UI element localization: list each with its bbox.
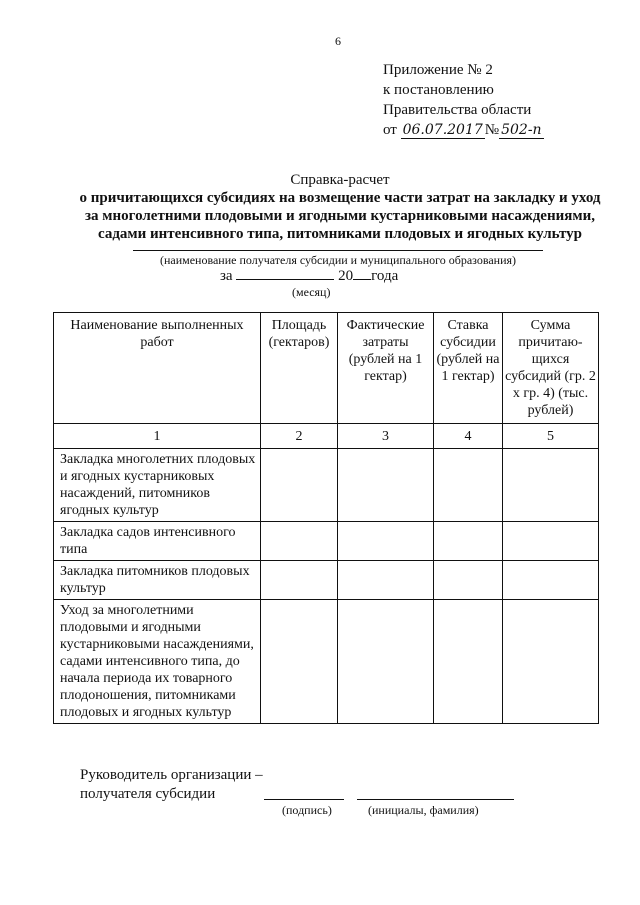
work-name-cell: Уход за многолетними плодовыми и ягодными кустарниковыми насаждениями, садами интенсивного типа, до начала периода их товарного плодоношения, питомниками плодовых и ягодных культур [54, 600, 261, 724]
handwritten-number: 502-п [501, 122, 542, 138]
cost-cell[interactable] [338, 449, 434, 522]
title-heading: Справка-расчет [290, 172, 390, 188]
annex-line-4 [383, 120, 544, 140]
table-header-row [54, 313, 599, 424]
work-name-cell: Закладка садов интенсивного типа [54, 522, 261, 561]
year-blank[interactable] [353, 267, 371, 280]
column-number: 1 [54, 424, 261, 449]
rate-cell[interactable] [434, 561, 503, 600]
area-cell[interactable] [261, 522, 338, 561]
year-prefix: 20 [338, 268, 354, 284]
title-line-2: за многолетними плодовыми и ягодными кустарниковыми насаждениями, [85, 208, 595, 224]
recipient-caption: (наименование получателя субсидии и муниципального образования) [159, 253, 517, 267]
header-subsidy-sum: Сумма причитаю-щихся субсидий (гр. 2 х гр. 4) (тыс. рублей) [503, 313, 599, 424]
work-name-cell: Закладка многолетних плодовых и ягодных кустарниковых насаждений, питомников ягодных культур [54, 449, 261, 522]
area-cell[interactable] [261, 561, 338, 600]
number-sign: № [484, 122, 500, 138]
year-suffix: года [371, 268, 399, 284]
signature-caption: (подпись) [282, 803, 332, 817]
column-number: 2 [261, 424, 338, 449]
annex-line-2: к постановлению [383, 82, 494, 98]
signer-block [80, 766, 263, 804]
cost-cell[interactable] [338, 522, 434, 561]
annex-line-3: Правительства области [383, 102, 532, 118]
signer-line-2: получателя субсидии [80, 786, 216, 802]
sum-cell[interactable] [503, 522, 599, 561]
month-caption: (месяц) [292, 285, 331, 299]
title-line-3: садами интенсивного типа, питомниками плодовых и ягодных культур [97, 226, 583, 242]
annex-date-prefix: от [383, 122, 401, 138]
sum-cell[interactable] [503, 561, 599, 600]
work-name-cell: Закладка питомников плодовых культур [54, 561, 261, 600]
area-cell[interactable] [261, 600, 338, 724]
title-line-1: о причитающихся субсидиях на возмещение части затрат на закладку и уход [79, 190, 601, 206]
header-subsidy-rate: Ставка субсидии (рублей на 1 гектар) [434, 313, 503, 424]
table-row [54, 522, 599, 561]
sum-cell[interactable] [503, 600, 599, 724]
sum-cell[interactable] [503, 449, 599, 522]
period-prefix: за [220, 268, 233, 284]
name-fill-line[interactable] [357, 799, 514, 800]
header-area: Площадь (гектаров) [261, 313, 338, 424]
rate-cell[interactable] [434, 449, 503, 522]
table-row [54, 561, 599, 600]
column-number-row [54, 424, 599, 449]
signature-fill-line[interactable] [264, 799, 344, 800]
header-work-name: Наименование выполненных работ [54, 313, 261, 424]
signer-line-1: Руководитель организации – [80, 767, 263, 783]
cost-cell[interactable] [338, 561, 434, 600]
column-number: 4 [434, 424, 503, 449]
column-number: 3 [338, 424, 434, 449]
rate-cell[interactable] [434, 522, 503, 561]
month-blank[interactable] [236, 267, 334, 280]
page-number: 6 [335, 34, 341, 48]
annex-line-1: Приложение № 2 [383, 62, 493, 78]
table-row [54, 600, 599, 724]
calculation-table [53, 312, 599, 724]
name-caption: (инициалы, фамилия) [368, 803, 479, 817]
handwritten-date: 06.07.2017 [402, 122, 483, 138]
annex-block [383, 60, 544, 140]
column-number: 5 [503, 424, 599, 449]
table-row [54, 449, 599, 522]
cost-cell[interactable] [338, 600, 434, 724]
period-row [220, 267, 398, 285]
document-title [40, 171, 640, 243]
header-actual-costs: Фактические затраты (рублей на 1 гектар) [338, 313, 434, 424]
area-cell[interactable] [261, 449, 338, 522]
recipient-fill-line[interactable] [133, 250, 543, 251]
rate-cell[interactable] [434, 600, 503, 724]
